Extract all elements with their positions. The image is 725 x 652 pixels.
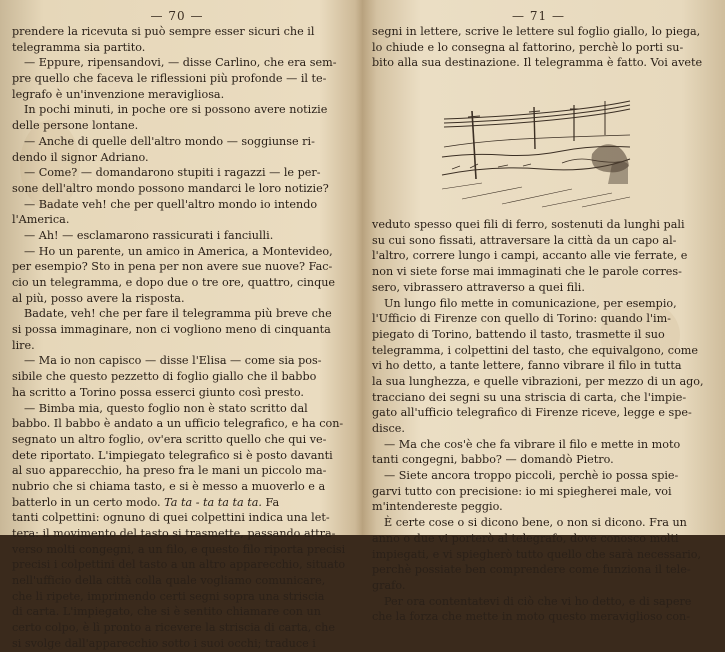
page-number-right: — 71 — [512, 9, 565, 23]
text-line [12, 150, 342, 166]
text-line [372, 499, 705, 515]
text-line [372, 311, 705, 327]
text-line-content: batterlo in un certo modo. [12, 495, 161, 509]
text-line-content: grafo. [372, 578, 406, 592]
text-line-content: dendo il signor Adriano. [12, 150, 149, 164]
text-line-content: telegramma, i colpettini del tasto, che equivalgono, come [372, 343, 699, 357]
text-line-content: che li ripete, imprimendo certi segni sopra una striscia [12, 589, 325, 603]
text-line [12, 636, 342, 652]
text-line-content: lire. [12, 338, 35, 352]
text-line-content: sibile che questo pezzetto di foglio giallo che il babbo [12, 370, 317, 384]
text-line-content: vi ho detto, a tante lettere, fanno vibrare il filo in tutta [372, 359, 682, 373]
text-line-content: telegramma sia partito. [12, 40, 146, 54]
right-page-text-bottom [372, 217, 705, 625]
text-line [372, 452, 705, 468]
text-line-content: impiegati, e vi spiegherò tutto quello che sarà necessario, [372, 547, 702, 561]
text-line [372, 264, 705, 280]
text-line [12, 244, 342, 260]
text-line [12, 495, 342, 511]
text-line [12, 401, 342, 417]
text-line [12, 87, 342, 103]
text-line [12, 102, 342, 118]
text-line [12, 322, 342, 338]
text-line [372, 468, 705, 484]
text-line [372, 405, 705, 421]
text-line [372, 562, 705, 578]
text-line-content: piegato di Torino, battendo il tasto, trasmette il suo [372, 327, 665, 341]
text-line-content: garvi tutto con precisione: io mi spiegherei male, voi [372, 484, 672, 498]
text-line-content: tera: il movimento del tasto si trasmette, passando attra- [12, 527, 336, 540]
text-line [372, 547, 705, 563]
text-line [12, 604, 342, 620]
text-line [372, 217, 705, 233]
text-line-content: — Ah! — esclamarono rassicurati i fanciulli. [24, 228, 274, 242]
text-line [372, 484, 705, 500]
text-line-content: cio un telegramma, e dopo due o tre ore, quattro, cinque [12, 276, 336, 289]
text-line-content: lo chiude e lo consegna al fattorino, perchè lo porti su- [372, 40, 684, 54]
text-line [12, 526, 342, 542]
text-line [372, 437, 705, 453]
text-line-content: sone dell'altro mondo possono mandarci le loro notizie? [12, 181, 329, 195]
text-line-content: per esempio? Sto in pena per non avere sue nuove? Fac- [12, 260, 333, 274]
text-line [372, 296, 705, 312]
text-line [12, 479, 342, 495]
text-line-content: nell'ufficio della città colla quale vogliamo comunicare, [12, 574, 326, 588]
text-line [12, 416, 342, 432]
text-line [12, 181, 342, 197]
text-line [372, 280, 705, 296]
page-number-left: — 70 — [150, 9, 204, 23]
text-line-content: m'intendereste peggio. [372, 500, 503, 514]
text-line [12, 259, 342, 275]
text-line-content: ha scritto a Torino possa esserci giunto così presto. [12, 385, 304, 399]
text-line-content: — Siete ancora troppo piccoli, perchè io possa spie- [384, 469, 679, 483]
text-line [372, 24, 705, 40]
text-line-content: non vi siete forse mai immaginati che le parole corres- [372, 265, 682, 279]
text-line [12, 40, 342, 56]
text-line-content: — Ma io non capisco — disse l'Elisa — come sia pos- [24, 354, 322, 368]
text-line-content: anno o due vi porterò al telegrafo, dove conosco molti [372, 531, 679, 545]
text-line-content: prendere la ricevuta si può sempre esser sicuri che il [12, 25, 315, 38]
text-line-content: sero, vibrassero attraverso a quei fili. [372, 280, 585, 294]
text-line [12, 291, 342, 307]
text-line [372, 390, 705, 406]
telegraph-poles-landscape-image [442, 79, 632, 209]
text-line [12, 165, 342, 181]
text-line [12, 134, 342, 150]
text-line-content: — Eppure, ripensandovi, — disse Carlino, che era sem- [24, 56, 337, 70]
text-line-content: l'Ufficio di Firenze con quello di Torino: quando l'im- [372, 312, 671, 326]
text-line [372, 55, 705, 71]
text-line-content: Un lungo filo mette in comunicazione, per esempio, [384, 296, 677, 310]
text-line [372, 248, 705, 264]
text-line-content: delle persone lontane. [12, 119, 139, 133]
text-line-content: l'America. [12, 213, 70, 227]
text-line-content: bito alla sua destinazione. Il telegramma è fatto. Voi avete [372, 56, 703, 70]
text-line [12, 197, 342, 213]
text-line [12, 228, 342, 244]
text-line-tail: Fa [261, 495, 280, 509]
text-line-content: veduto spesso quei fili di ferro, sostenuti da lunghi pali [372, 218, 685, 232]
text-line [372, 358, 705, 374]
text-line-content: segni in lettere, scrive le lettere sul foglio giallo, lo piega, [372, 25, 701, 38]
text-line-content: si svolge dall'apparecchio sotto i suoi occhi; traduce i [12, 636, 316, 650]
text-line [372, 578, 705, 594]
text-line-content: È certe cose o si dicono bene, o non si dicono. Fra un [384, 516, 687, 530]
text-line [372, 233, 705, 249]
text-line-content: segnato un altro foglio, ov'era scritto quello che qui ve- [12, 432, 327, 446]
text-line-content: verso molti congegni, a un filo, e questo filo riporta precisi [12, 542, 346, 556]
text-line [12, 24, 342, 40]
text-line [12, 620, 342, 636]
left-page-text [12, 24, 346, 652]
text-line-content: che la forza che mette in moto questo meraviglioso con- [372, 610, 691, 624]
text-line [12, 275, 342, 291]
text-line-content: tanti congegni, babbo? — domandò Pietro. [372, 453, 614, 467]
right-page [372, 8, 705, 624]
text-line-content: gato all'ufficio telegrafico di Firenze riceve, legge e spe- [372, 406, 692, 420]
text-line [372, 421, 705, 437]
text-line [12, 369, 342, 385]
text-line-content: su cui sono fissati, attraversare la città da un capo al- [372, 233, 677, 247]
text-line [372, 531, 705, 547]
italic-onomatopoeia: Ta ta - ta ta ta ta. [164, 495, 262, 509]
text-line-content: — Bimba mia, questo foglio non è stato scritto dal [24, 401, 308, 415]
text-line-content: la sua lunghezza, e quelle vibrazioni, per mezzo di un ago, [372, 374, 704, 388]
text-line [12, 573, 342, 589]
text-line [12, 353, 342, 369]
text-line [12, 55, 342, 71]
text-line-content: pre quello che faceva le riflessioni più profonde — il te- [12, 72, 327, 86]
text-line-content: certo colpo, è lì pronto a ricevere la striscia di carta, che [12, 621, 335, 635]
left-page [12, 8, 346, 650]
text-line [12, 542, 346, 558]
text-line [12, 385, 342, 401]
text-line-content: Per ora contentatevi di ciò che vi ho detto, e di sapere [384, 594, 692, 608]
text-line-content: babbo. Il babbo è andato a un ufficio telegrafico, e ha con- [12, 417, 344, 431]
text-line [372, 343, 705, 359]
text-line-content: — Badate veh! che per quell'altro mondo io intendo [24, 197, 318, 211]
text-line-content: al suo apparecchio, ha preso fra le mani un piccolo ma- [12, 464, 327, 478]
text-line-content: — Anche di quelle dell'altro mondo — soggiunse ri- [24, 134, 315, 148]
text-line-content: perchè possiate ben comprendere come funziona il tele- [372, 563, 691, 577]
text-line [372, 374, 705, 390]
text-line [12, 432, 342, 448]
text-line-content: al più, posso avere la risposta. [12, 291, 185, 305]
text-line-content: legrafo è un'invenzione meravigliosa. [12, 87, 225, 101]
text-line-content: l'altro, correre lungo i campi, accanto alle vie ferrate, e [372, 249, 688, 263]
text-line [12, 71, 342, 87]
text-line [372, 327, 705, 343]
text-line [12, 463, 342, 479]
text-line-content: precisi i colpettini del tasto a un altro apparecchio, situato [12, 558, 346, 572]
text-line-content: — Come? — domandarono stupiti i ragazzi — le per- [24, 166, 321, 180]
text-line-content: — Ho un parente, un amico in America, a Montevideo, [24, 244, 333, 258]
text-line [12, 306, 342, 322]
text-line-content: nubrio che si chiama tasto, e si è messo a muoverlo e a [12, 479, 326, 493]
text-line [12, 510, 342, 526]
text-line [12, 118, 342, 134]
text-line-content: Badate, veh! che per fare il telegramma più breve che [24, 307, 332, 321]
text-line-content: — Ma che cos'è che fa vibrare il filo e mette in moto [384, 437, 681, 451]
text-line-content: In pochi minuti, in poche ore si possono avere notizie [24, 103, 328, 117]
text-line-content: dete riportato. L'impiegato telegrafico si è posto davanti [12, 448, 333, 462]
text-line [372, 609, 705, 625]
text-line-content: tanti colpettini: ognuno di quei colpettini indica una let- [12, 511, 330, 525]
text-line-content: si possa immaginare, non ci vogliono meno di cinquanta [12, 323, 331, 337]
right-page-text-top [372, 24, 705, 71]
telegraph-illustration [442, 79, 632, 209]
text-line [372, 515, 705, 531]
text-line [372, 40, 705, 56]
text-line [12, 212, 342, 228]
text-line-content: tracciano dei segni su una striscia di carta, che l'impie- [372, 390, 687, 404]
text-line [12, 338, 342, 354]
text-line [12, 589, 342, 605]
text-line-content: disce. [372, 422, 405, 435]
text-line [372, 594, 705, 610]
text-line [12, 448, 342, 464]
text-line-content: di carta. L'impiegato, che si è sentito chiamare con un [12, 605, 321, 619]
text-line [12, 557, 346, 573]
